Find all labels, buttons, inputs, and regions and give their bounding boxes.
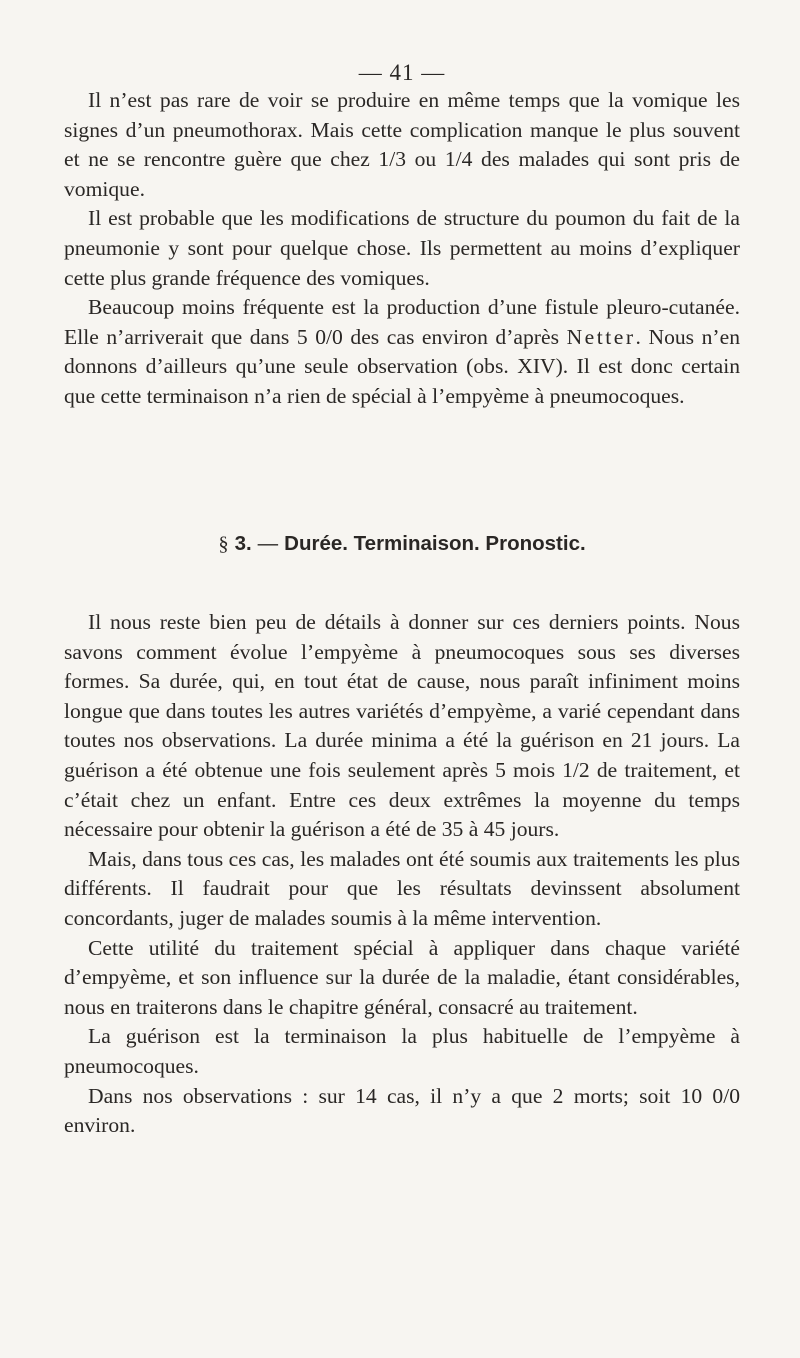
- paragraph-text: Beaucoup moins fréquente est la production d’une fistule pleuro-cutanée. Elle n’arriverait que dans 5 0/0 des cas environ d’après: [64, 295, 740, 349]
- page-number: — 41 —: [358, 60, 446, 85]
- section-symbol: §: [218, 533, 229, 555]
- paragraph: Mais, dans tous ces cas, les malades ont été soumis aux traitements les plus différents. Il faudrait pour que les résultats devinssent absolument concordants, juger de malades soumis à la même intervention.: [64, 846, 740, 930]
- paragraph: Dans nos observations : sur 14 cas, il n’y a que 2 morts; soit 10 0/0 environ.: [64, 1083, 740, 1138]
- paragraph: [64, 293, 740, 411]
- paragraph: Il n’est pas rare de voir se produire en même temps que la vomique les signes d’un pneumothorax. Mais cette complication manque le plus souvent et ne se rencontre guère que chez 1/3 ou 1/4 des malades qui sont pris de vomique.: [64, 88, 740, 201]
- text-block-top: [64, 86, 740, 412]
- paragraph: Cette utilité du traitement spécial à appliquer dans chaque variété d’empyème, et son influence sur la durée de la maladie, étant considérables, nous en traiterons dans le chapitre général, consacré au traitement.: [64, 935, 740, 1019]
- paragraph: Il nous reste bien peu de détails à donner sur ces derniers points. Nous savons comment évolue l’empyème à pneumocoques sous ses diverses formes. Sa durée, qui, en tout état de cause, nous paraît infiniment moins longue que dans toutes les autres variétés d’empyème, a varié cependant dans toutes nos observations. La durée minima a été la guérison en 21 jours. La guérison a été obtenue une fois seulement après 5 mois 1/2 de traitement, et c’était chez un enfant. Entre ces deux extrêmes la moyenne du temps nécessaire pour obtenir la guérison a été de 35 à 45 jours.: [64, 610, 740, 842]
- section-dash: —: [257, 532, 279, 555]
- paragraph-text: . Nous n’en donnons d’ailleurs qu’une seule observation (obs. XIV). Il est donc certain que cette terminaison n’a rien de spécial à l’empyème à pneumocoques.: [64, 324, 741, 408]
- section-number: 3.: [234, 532, 252, 555]
- section-title: Durée. Terminaison. Pronostic.: [284, 532, 586, 555]
- paragraph: Il est probable que les modifications de structure du poumon du fait de la pneumonie y sont pour quelque chose. Ils permettent au moins d’expliquer cette plus grande fréquence des vomiques.: [64, 206, 740, 290]
- text-block-bottom: [64, 608, 740, 1141]
- author-name: Netter: [566, 324, 636, 349]
- paragraph: La guérison est la terminaison la plus habituelle de l’empyème à pneumocoques.: [64, 1024, 740, 1078]
- section-heading: [64, 530, 740, 558]
